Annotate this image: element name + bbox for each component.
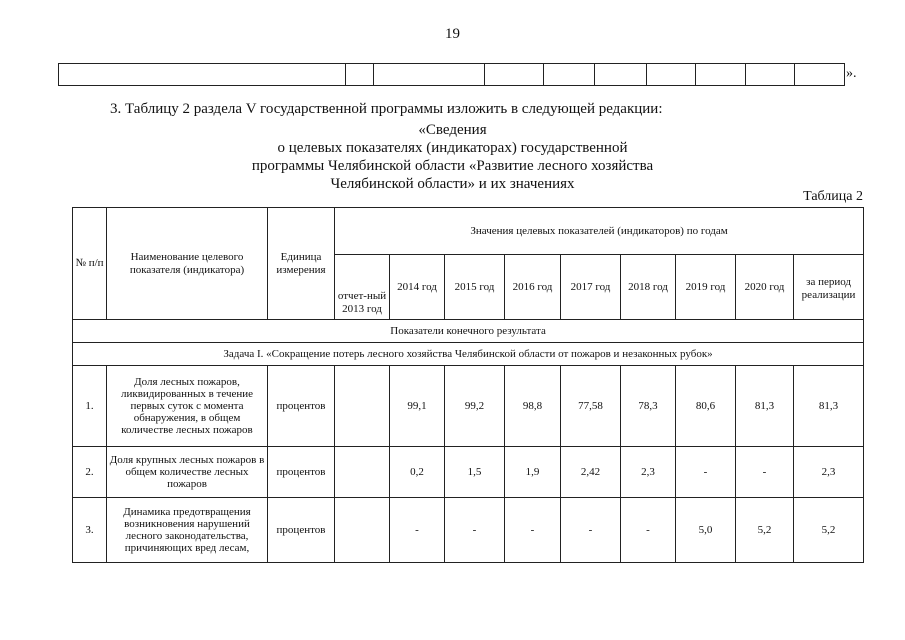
row-total: 5,2 <box>794 498 864 563</box>
task-row <box>73 343 864 366</box>
row-num: 3. <box>73 498 107 563</box>
page-number: 19 <box>445 26 460 42</box>
header-base-year: отчет-ный 2013 год <box>335 255 390 320</box>
row-value: - <box>445 498 505 563</box>
row-base <box>335 447 390 498</box>
header-name: Наименование целевого показателя (индикатора) <box>107 208 268 320</box>
table-header-row <box>73 208 864 255</box>
row-value: 80,6 <box>676 366 736 447</box>
intro-paragraph: 3. Таблицу 2 раздела V государственной программы изложить в следующей редакции: <box>110 101 663 117</box>
row-name: Доля лесных пожаров, ликвидированных в течение первых суток с момента обнаружения, в общем количестве лесных пожаров <box>107 366 268 447</box>
indicators-table <box>72 207 864 563</box>
row-num: 2. <box>73 447 107 498</box>
header-year: 2020 год <box>736 255 794 320</box>
row-value: 1,9 <box>505 447 561 498</box>
header-unit: Единица измерения <box>268 208 335 320</box>
row-total: 2,3 <box>794 447 864 498</box>
row-value: - <box>621 498 676 563</box>
header-year: 2019 год <box>676 255 736 320</box>
row-value: 78,3 <box>621 366 676 447</box>
row-value: 2,3 <box>621 447 676 498</box>
heading-line-4: Челябинской области» и их значениях <box>330 176 575 192</box>
table-row <box>73 447 864 498</box>
row-num: 1. <box>73 366 107 447</box>
row-value: 77,58 <box>561 366 621 447</box>
row-value: 98,8 <box>505 366 561 447</box>
table-row <box>73 366 864 447</box>
heading-line-2: о целевых показателях (индикаторах) государственной <box>277 140 628 156</box>
task-title: Задача I. «Сокращение потерь лесного хозяйства Челябинской области от пожаров и незаконных рубок» <box>73 343 864 366</box>
row-unit: процентов <box>268 366 335 447</box>
row-value: - <box>390 498 445 563</box>
row-value: 99,1 <box>390 366 445 447</box>
row-base <box>335 366 390 447</box>
row-value: 81,3 <box>736 366 794 447</box>
table-label: Таблица 2 <box>803 189 863 204</box>
header-year: 2015 год <box>445 255 505 320</box>
row-value: - <box>505 498 561 563</box>
heading-line-3: программы Челябинской области «Развитие лесного хозяйства <box>251 158 654 174</box>
heading-line-1: «Сведения <box>418 122 487 138</box>
row-value: 0,2 <box>390 447 445 498</box>
header-year: 2016 год <box>505 255 561 320</box>
row-base <box>335 498 390 563</box>
previous-table-continuation <box>58 63 845 86</box>
row-value: - <box>676 447 736 498</box>
header-values-by-year: Значения целевых показателей (индикаторов) по годам <box>335 208 864 255</box>
row-name: Динамика предотвращения возникновения нарушений лесного законодательства, причиняющих вред лесам, <box>107 498 268 563</box>
row-unit: процентов <box>268 447 335 498</box>
row-value: 1,5 <box>445 447 505 498</box>
table-row <box>73 498 864 563</box>
section-row <box>73 320 864 343</box>
row-value: 5,0 <box>676 498 736 563</box>
row-value: - <box>736 447 794 498</box>
header-num: № п/п <box>73 208 107 320</box>
section-title: Показатели конечного результата <box>73 320 864 343</box>
header-year: 2018 год <box>621 255 676 320</box>
header-total: за период реализации <box>794 255 864 320</box>
row-value: 5,2 <box>736 498 794 563</box>
row-name: Доля крупных лесных пожаров в общем количестве лесных пожаров <box>107 447 268 498</box>
row-value: 2,42 <box>561 447 621 498</box>
row-total: 81,3 <box>794 366 864 447</box>
row-unit: процентов <box>268 498 335 563</box>
row-value: 99,2 <box>445 366 505 447</box>
header-year: 2017 год <box>561 255 621 320</box>
row-value: - <box>561 498 621 563</box>
closing-quote: ». <box>846 66 857 81</box>
header-year: 2014 год <box>390 255 445 320</box>
